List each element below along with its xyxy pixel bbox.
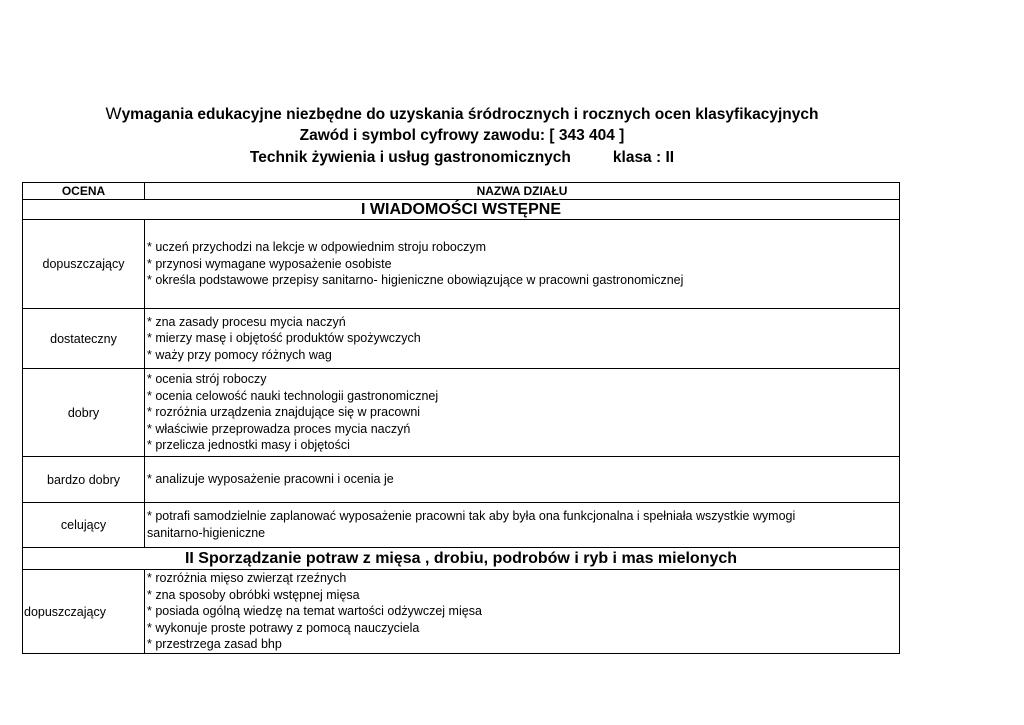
requirements-cell	[145, 503, 900, 548]
grade-cell: dobry	[23, 369, 145, 457]
requirements-cell	[145, 369, 900, 457]
list-item: * przynosi wymagane wyposażenie osobiste	[147, 256, 392, 271]
list-item: sanitarno-higieniczne	[147, 526, 266, 540]
requirements-cell	[145, 309, 900, 369]
list-item: * wykonuje proste potrawy z pomocą nauczyciela	[147, 620, 420, 635]
list-item: * rozróżnia urządzenia znajdujące się w pracowni	[147, 405, 421, 420]
class-label: klasa : II	[612, 149, 675, 166]
table-row	[23, 503, 900, 548]
list-item: * przestrzega zasad bhp	[147, 637, 282, 652]
list-item: * mierzy masę i objętość produktów spożywczych	[147, 331, 421, 346]
section-row	[23, 548, 900, 570]
section-title: I WIADOMOŚCI WSTĘPNE	[23, 200, 900, 220]
list-item: * właściwie przeprowadza proces mycia naczyń	[147, 421, 411, 436]
table-header-row	[23, 183, 900, 200]
table-row	[23, 457, 900, 503]
table-row	[23, 369, 900, 457]
requirements-cell	[145, 457, 900, 503]
table-row	[23, 309, 900, 369]
list-item: * zna sposoby obróbki wstępnej mięsa	[147, 587, 360, 602]
list-item: * ocenia strój roboczy	[147, 372, 267, 387]
table-row	[23, 570, 900, 654]
section-title: II Sporządzanie potraw z mięsa , drobiu, podrobów i ryb i mas mielonych	[23, 548, 900, 570]
grade-cell: dostateczny	[23, 309, 145, 369]
profession-symbol: Zawód i symbol cyfrowy zawodu: [ 343 404 ]	[299, 127, 625, 144]
requirements-cell	[145, 570, 900, 654]
section-row	[23, 200, 900, 220]
table-row	[23, 220, 900, 309]
column-header-nazwa-dzialu: NAZWA DZIAŁU	[145, 183, 900, 200]
list-item: * potrafi samodzielnie zaplanować wyposażenie pracowni tak aby była ona funkcjonalna i spełniała wszystkie wymogi	[147, 509, 796, 524]
list-item: * rozróżnia mięso zwierząt rzeźnych	[147, 571, 347, 586]
document-title: Wymagania edukacyjne niezbędne do uzyskania śródrocznych i rocznych ocen klasyfikacyjnych	[105, 104, 819, 123]
list-item: * ocenia celowość nauki technologii gastronomicznej	[147, 388, 439, 403]
column-header-ocena: OCENA	[23, 183, 145, 200]
list-item: * określa podstawowe przepisy sanitarno- higieniczne obowiązujące w pracowni gastronomicznej	[147, 273, 684, 288]
list-item: * posiada ogólną wiedzę na temat wartości odżywczej mięsa	[147, 604, 482, 619]
grade-cell: celujący	[23, 503, 145, 548]
profession-name: Technik żywienia i usług gastronomicznych klasa : II	[249, 149, 675, 166]
requirements-table	[22, 182, 900, 654]
list-item: * przelicza jednostki masy i objętości	[147, 438, 350, 453]
grade-cell: bardzo dobry	[23, 457, 145, 503]
list-item: * uczeń przychodzi na lekcje w odpowiednim stroju roboczym	[147, 240, 487, 255]
requirements-cell	[145, 220, 900, 309]
grade-cell: dopuszczający	[23, 570, 145, 654]
list-item: * zna zasady procesu mycia naczyń	[147, 314, 346, 329]
list-item: * analizuje wyposażenie pracowni i ocenia je	[147, 472, 394, 487]
list-item: * waży przy pomocy różnych wag	[147, 347, 332, 362]
grade-cell: dopuszczający	[23, 220, 145, 309]
